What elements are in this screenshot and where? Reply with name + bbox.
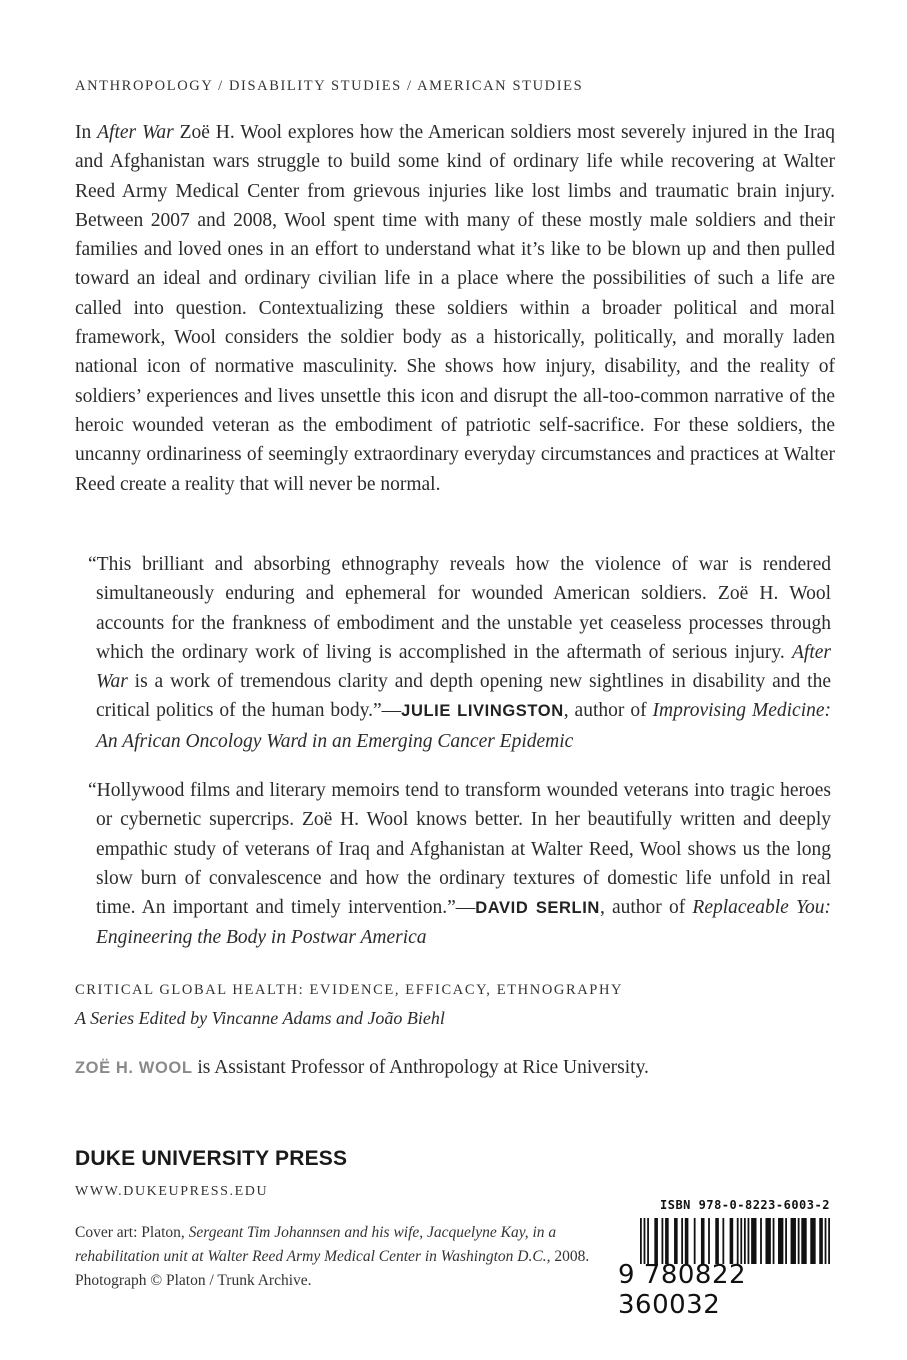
barcode-bar — [715, 1218, 719, 1264]
endorsement-serlin — [75, 776, 831, 953]
barcode-bar — [828, 1218, 830, 1264]
barcode-bar — [773, 1218, 775, 1264]
isbn-label: ISBN 978-0-8223-6003-2 — [660, 1198, 830, 1212]
blurb-author: DAVID SERLIN — [475, 899, 600, 918]
credit-suffix: 2008. Photograph © Platon / Trunk Archive. — [75, 1248, 590, 1289]
barcode-bar — [722, 1218, 724, 1264]
barcode-bar — [798, 1218, 800, 1264]
barcode-bar — [708, 1218, 710, 1264]
blurb-book-title: After War — [96, 641, 831, 693]
barcode-bar — [825, 1218, 827, 1264]
barcode-bars — [640, 1218, 830, 1264]
barcode-bar — [791, 1218, 796, 1264]
barcode-bar — [681, 1218, 683, 1264]
endorsement-livingston — [75, 550, 831, 756]
barcode-bar — [748, 1218, 750, 1264]
barcode-bar — [819, 1218, 823, 1264]
barcode-bar — [685, 1218, 689, 1264]
credit-artwork: Sergeant Tim Johannsen and his wife, Jacquelyne Kay, in a rehabilitation unit at Walter Reed Army Medical Center in Washington D.C., — [75, 1224, 557, 1265]
series-editors: A Series Edited by Vincanne Adams and João Biehl — [75, 1008, 445, 1028]
barcode-bar — [647, 1218, 649, 1264]
blurb-text: “Hollywood films and literary memoirs tend to transform wounded veterans into tragic heroes or cybernetic supercrips. Zoë H. Wool knows better. In her beautifully written and deeply empathic study of veterans of Iraq and Afghanistan at Walter Reed, Wool shows us the long slow burn of convalescence and how the ordinary textures of domestic life unfold in real time. An important and timely intervention.”— — [88, 780, 831, 919]
series-name: CRITICAL GLOBAL HEALTH: EVIDENCE, EFFICACY, ETHNOGRAPHY — [75, 982, 624, 998]
barcode-bar — [778, 1218, 783, 1264]
description-intro: In — [75, 122, 98, 143]
barcode-bar — [674, 1218, 678, 1264]
barcode-bar — [701, 1218, 705, 1264]
barcode-bar — [740, 1218, 742, 1264]
barcode-bar — [730, 1218, 734, 1264]
barcode-bar — [737, 1218, 739, 1264]
blurb-author-suffix: , author of — [599, 897, 693, 919]
book-description — [75, 118, 835, 499]
barcode-bar — [694, 1218, 696, 1264]
barcode-bar — [751, 1218, 756, 1264]
credit-prefix: Cover art: Platon, — [75, 1224, 189, 1241]
author-bio — [75, 1057, 649, 1079]
blurb-text-cont: is a work of tremendous clarity and depth opening new sightlines in disability and the critical politics of the human body.”— — [96, 671, 831, 722]
barcode-bar — [654, 1218, 658, 1264]
barcode-bar — [801, 1218, 806, 1264]
barcode-bar — [644, 1218, 646, 1264]
publisher-name: DUKE UNIVERSITY PRESS — [75, 1147, 348, 1170]
blurb-author: JULIE LIVINGSTON — [401, 702, 564, 721]
barcode-bar — [662, 1218, 664, 1264]
author-bio-text: is Assistant Professor of Anthropology at Rice University. — [192, 1057, 649, 1078]
barcode-bar — [765, 1218, 770, 1264]
cover-credit — [75, 1221, 595, 1293]
barcode-digits: 9 780822 360032 — [618, 1260, 747, 1320]
barcode-bar — [665, 1218, 669, 1264]
barcode-bar — [640, 1218, 642, 1264]
isbn-barcode — [618, 1198, 838, 1320]
blurb-author-suffix: , author of — [563, 700, 653, 722]
barcode-bar — [810, 1218, 815, 1264]
description-text: Zoë H. Wool explores how the American soldiers most severely injured in the Iraq and Afghanistan wars struggle to build some kind of ordinary life while recovering at Walter Reed Army Medical Center from grievous injuries like lost limbs and traumatic brain injury. Between 2007 and 2008, Wool spent time with many of these mostly male soldiers and their families and loved ones in an effort to understand what it’s like to be blown up and then pulled toward an ideal and ordinary civilian life in a place where the possibilities of such a life are called into question. Contextualizing these soldiers within a broader political and moral framework, Wool considers the soldier body as a historically, politically, and morally laden national icon of normative masculinity. She shows how injury, disability, and the reality of soldiers’ experiences and lives unsettle this icon and disrupt the all-too-common narrative of the heroic wounded veteran as the embodiment of patriotic self-sacrifice. For these soldiers, the uncanny ordinariness of seemingly extraordinary everyday circumstances and practices at Walter Reed create a reality that will never be normal. — [75, 122, 835, 495]
author-name: ZOË H. WOOL — [75, 1059, 193, 1077]
blurb-author-book: Replaceable You: Engineering the Body in Postwar America — [96, 897, 831, 949]
book-title: After War — [97, 122, 174, 143]
barcode-bar — [785, 1218, 787, 1264]
subject-categories: ANTHROPOLOGY / DISABILITY STUDIES / AMERICAN STUDIES — [75, 78, 584, 94]
publisher-website: WWW.DUKEUPRESS.EDU — [75, 1184, 269, 1199]
blurb-text: “This brilliant and absorbing ethnography reveals how the violence of war is rendered simultaneously enduring and ephemeral for wounded American soldiers. Zoë H. Wool accounts for the frankness of embodiment and the unstable yet ceaseless processes through which the ordinary work of living is accomplished in the aftermath of serious injury. — [88, 554, 831, 663]
barcode-bar — [744, 1218, 746, 1264]
barcode-bar — [760, 1218, 762, 1264]
blurb-author-book: Improvising Medicine: An African Oncology Ward in an Emerging Cancer Epidemic — [96, 700, 832, 752]
